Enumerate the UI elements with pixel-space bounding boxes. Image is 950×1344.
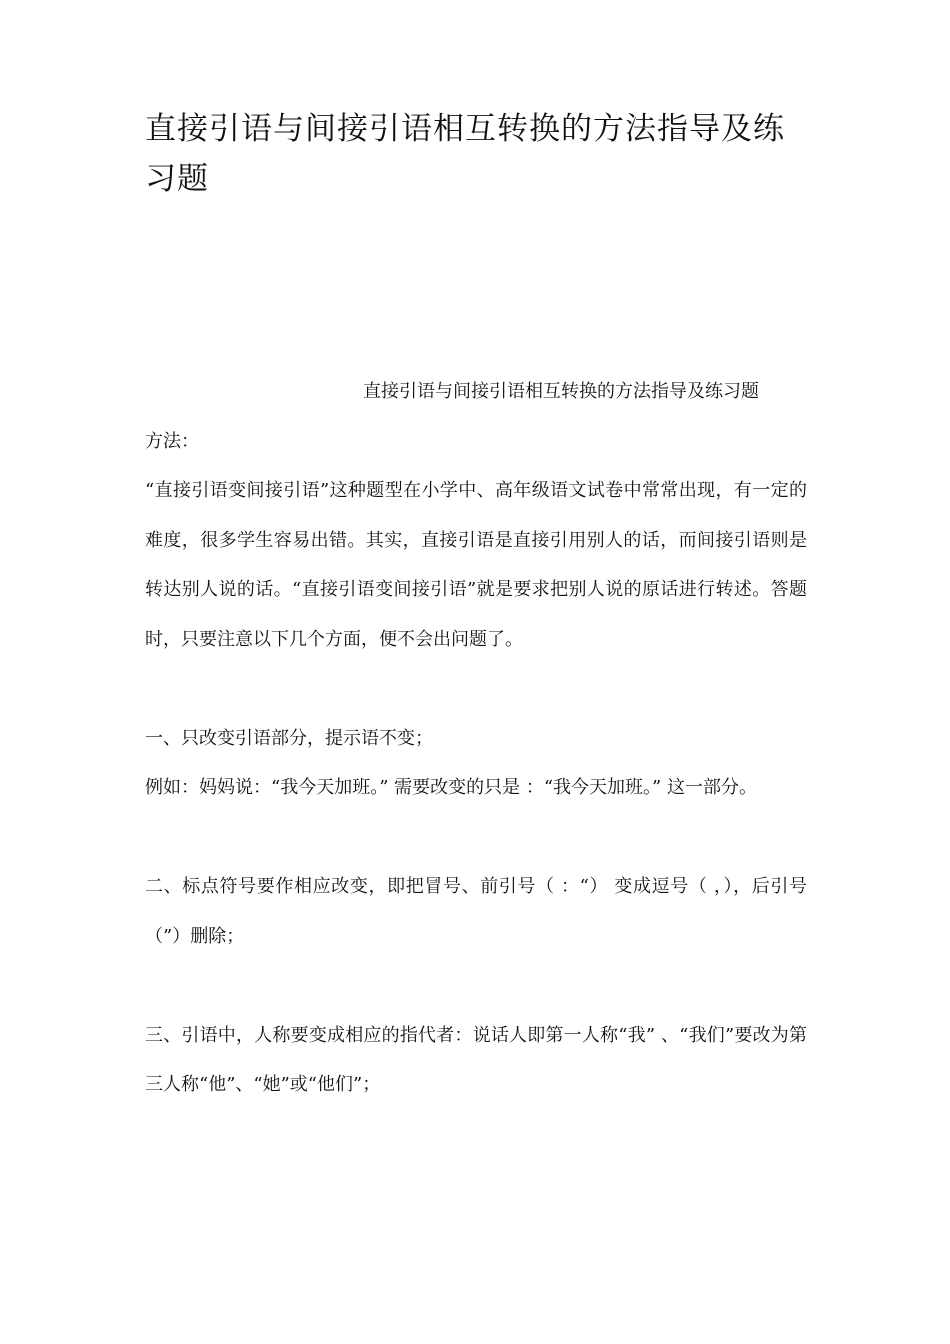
paragraph-spacer bbox=[145, 813, 807, 863]
rule-2: 二、标点符号要作相应改变，即把冒号、前引号（ ：“） 变成逗号（ ，），后引号（”）删除； bbox=[145, 876, 807, 947]
method-heading: 方法： bbox=[145, 430, 199, 452]
document-subtitle: 直接引语与间接引语相互转换的方法指导及练习题 bbox=[363, 381, 759, 402]
document-body bbox=[145, 367, 807, 1110]
rule-3: 三、引语中，人称要变成相应的指代者：说话人即第一人称“我” 、“我们”要改为第三人称“他”、“她”或“他们”； bbox=[145, 1024, 807, 1095]
paragraph-spacer bbox=[145, 961, 807, 1011]
rule-1-example: 例如：妈妈说：“我今天加班。” 需要改变的只是 ：“我今天加班。” 这一部分。 bbox=[145, 777, 757, 798]
document-title: 直接引语与间接引语相互转换的方法指导及练习题 bbox=[145, 111, 785, 197]
rule-1: 一、只改变引语部分，提示语不变； bbox=[145, 727, 433, 749]
paragraph-spacer bbox=[145, 664, 807, 714]
intro-paragraph: “直接引语变间接引语”这种题型在小学中、高年级语文试卷中常常出现，有一定的难度，很多学生容易出错。其实，直接引语是直接引用别人的话，而间接引语则是转达别人说的话。“直接引语变间接引语”就是要求把别人说的原话进行转述。答题时，只要注意以下几个方面，便不会出问题了。 bbox=[145, 480, 807, 650]
